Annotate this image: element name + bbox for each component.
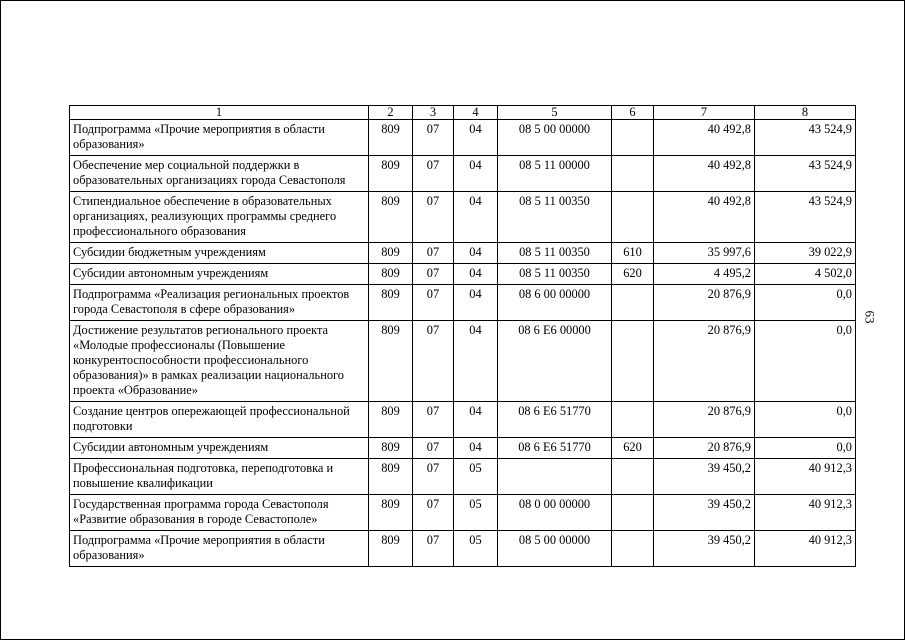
table-row (70, 459, 856, 495)
section-cell: 07 (413, 321, 454, 402)
amount-2021-cell: 40 912,3 (755, 495, 856, 531)
subsection-cell: 04 (454, 156, 498, 192)
subsection-cell: 05 (454, 531, 498, 567)
ministry-code-cell: 809 (369, 438, 413, 459)
row-name-cell: Субсидии автономным учреждениям (70, 264, 369, 285)
subsection-cell: 05 (454, 459, 498, 495)
subsection-cell: 04 (454, 120, 498, 156)
section-cell: 07 (413, 495, 454, 531)
amount-2020-cell: 40 492,8 (654, 192, 755, 243)
amount-2021-cell: 0,0 (755, 321, 856, 402)
ministry-code-cell: 809 (369, 243, 413, 264)
amount-2020-cell: 20 876,9 (654, 438, 755, 459)
amount-2020-cell: 20 876,9 (654, 402, 755, 438)
table-row (70, 438, 856, 459)
header-row (70, 106, 856, 120)
row-name-cell: Подпрограмма «Реализация региональных проектов города Севастополя в сфере образования» (70, 285, 369, 321)
ministry-code-cell: 809 (369, 459, 413, 495)
amount-2020-cell: 20 876,9 (654, 321, 755, 402)
subsection-cell: 05 (454, 495, 498, 531)
amount-2021-cell: 40 912,3 (755, 531, 856, 567)
table-row (70, 120, 856, 156)
expense-type-cell (612, 156, 654, 192)
section-cell: 07 (413, 264, 454, 285)
target-article-cell: 08 5 11 00350 (498, 243, 612, 264)
ministry-code-cell: 809 (369, 495, 413, 531)
target-article-cell: 08 6 E6 00000 (498, 321, 612, 402)
expense-type-cell (612, 402, 654, 438)
subsection-cell: 04 (454, 402, 498, 438)
amount-2021-cell: 0,0 (755, 285, 856, 321)
amount-2020-cell: 35 997,6 (654, 243, 755, 264)
amount-2020-cell: 20 876,9 (654, 285, 755, 321)
column-header: 7 (654, 106, 755, 120)
amount-2020-cell: 40 492,8 (654, 156, 755, 192)
column-header: 2 (369, 106, 413, 120)
expense-type-cell: 610 (612, 243, 654, 264)
page-number: 63 (862, 310, 878, 324)
expense-type-cell (612, 531, 654, 567)
target-article-cell: 08 6 E6 51770 (498, 402, 612, 438)
ministry-code-cell: 809 (369, 156, 413, 192)
row-name-cell: Подпрограмма «Прочие мероприятия в области образования» (70, 531, 369, 567)
row-name-cell: Стипендиальное обеспечение в образовательных организациях, реализующих программы среднего профессионального образования (70, 192, 369, 243)
ministry-code-cell: 809 (369, 120, 413, 156)
row-name-cell: Достижение результатов регионального проекта «Молодые профессионалы (Повышение конкурентоспособности профессионального образования)» в рамках реализации национального проекта «Образование» (70, 321, 369, 402)
amount-2021-cell: 0,0 (755, 402, 856, 438)
target-article-cell: 08 5 00 00000 (498, 531, 612, 567)
ministry-code-cell: 809 (369, 531, 413, 567)
ministry-code-cell: 809 (369, 192, 413, 243)
amount-2021-cell: 39 022,9 (755, 243, 856, 264)
subsection-cell: 04 (454, 285, 498, 321)
section-cell: 07 (413, 156, 454, 192)
section-cell: 07 (413, 459, 454, 495)
row-name-cell: Субсидии автономным учреждениям (70, 438, 369, 459)
section-cell: 07 (413, 243, 454, 264)
column-header: 4 (454, 106, 498, 120)
target-article-cell: 08 5 11 00350 (498, 192, 612, 243)
row-name-cell: Государственная программа города Севастополя «Развитие образования в городе Севастополе» (70, 495, 369, 531)
expense-type-cell (612, 495, 654, 531)
table-row (70, 321, 856, 402)
expense-type-cell: 620 (612, 264, 654, 285)
subsection-cell: 04 (454, 438, 498, 459)
expense-type-cell (612, 285, 654, 321)
amount-2021-cell: 40 912,3 (755, 459, 856, 495)
amount-2021-cell: 43 524,9 (755, 156, 856, 192)
amount-2020-cell: 39 450,2 (654, 495, 755, 531)
table-row (70, 243, 856, 264)
expense-type-cell (612, 192, 654, 243)
section-cell: 07 (413, 192, 454, 243)
amount-2021-cell: 43 524,9 (755, 192, 856, 243)
table-row (70, 495, 856, 531)
ministry-code-cell: 809 (369, 285, 413, 321)
column-header: 6 (612, 106, 654, 120)
row-name-cell: Создание центров опережающей профессиональной подготовки (70, 402, 369, 438)
expense-type-cell (612, 321, 654, 402)
target-article-cell: 08 5 00 00000 (498, 120, 612, 156)
amount-2020-cell: 39 450,2 (654, 459, 755, 495)
subsection-cell: 04 (454, 192, 498, 243)
table-body (70, 120, 856, 567)
section-cell: 07 (413, 285, 454, 321)
column-header: 5 (498, 106, 612, 120)
section-cell: 07 (413, 438, 454, 459)
amount-2020-cell: 40 492,8 (654, 120, 755, 156)
budget-table (69, 105, 856, 567)
section-cell: 07 (413, 402, 454, 438)
ministry-code-cell: 809 (369, 264, 413, 285)
section-cell: 07 (413, 531, 454, 567)
subsection-cell: 04 (454, 243, 498, 264)
row-name-cell: Профессиональная подготовка, переподготовка и повышение квалификации (70, 459, 369, 495)
table-row (70, 402, 856, 438)
section-cell: 07 (413, 120, 454, 156)
amount-2021-cell: 0,0 (755, 438, 856, 459)
subsection-cell: 04 (454, 321, 498, 402)
row-name-cell: Подпрограмма «Прочие мероприятия в области образования» (70, 120, 369, 156)
expense-type-cell (612, 459, 654, 495)
amount-2021-cell: 4 502,0 (755, 264, 856, 285)
column-header: 8 (755, 106, 856, 120)
row-name-cell: Обеспечение мер социальной поддержки в образовательных организациях города Севастополя (70, 156, 369, 192)
amount-2020-cell: 39 450,2 (654, 531, 755, 567)
target-article-cell (498, 459, 612, 495)
target-article-cell: 08 6 00 00000 (498, 285, 612, 321)
expense-type-cell: 620 (612, 438, 654, 459)
amount-2021-cell: 43 524,9 (755, 120, 856, 156)
row-name-cell: Субсидии бюджетным учреждениям (70, 243, 369, 264)
table-row (70, 156, 856, 192)
target-article-cell: 08 6 E6 51770 (498, 438, 612, 459)
amount-2020-cell: 4 495,2 (654, 264, 755, 285)
table-row (70, 285, 856, 321)
table-row (70, 531, 856, 567)
ministry-code-cell: 809 (369, 402, 413, 438)
table-row (70, 192, 856, 243)
ministry-code-cell: 809 (369, 321, 413, 402)
target-article-cell: 08 5 11 00350 (498, 264, 612, 285)
column-header: 3 (413, 106, 454, 120)
expense-type-cell (612, 120, 654, 156)
target-article-cell: 08 5 11 00000 (498, 156, 612, 192)
subsection-cell: 04 (454, 264, 498, 285)
target-article-cell: 08 0 00 00000 (498, 495, 612, 531)
table-row (70, 264, 856, 285)
column-header: 1 (70, 106, 369, 120)
